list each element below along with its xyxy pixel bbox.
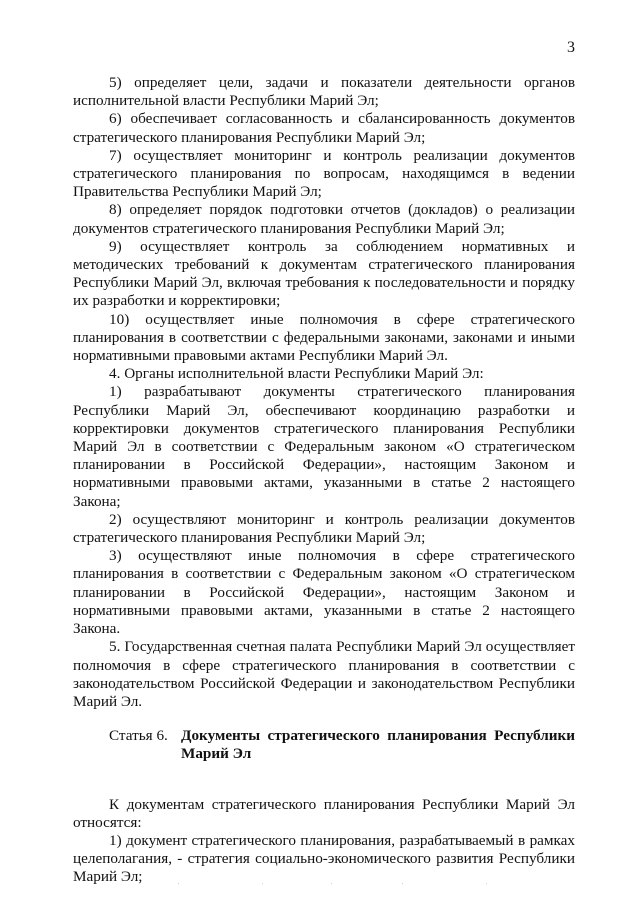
paragraph: 5) определяет цели, задачи и показатели деятельности органов исполнительной власти Республики Марий Эл;: [73, 74, 575, 110]
document-body: [73, 74, 575, 887]
paragraph: 9) осуществляет контроль за соблюдением нормативных и методических требований к документам стратегического планирования Республики Марий Эл, включая требования к последовательности и порядку их разработки и корректировки;: [73, 237, 575, 310]
paragraph: 2) осуществляют мониторинг и контроль реализации документов стратегического планирования Республики Марий Эл;: [73, 510, 575, 547]
page-number: 3: [567, 39, 575, 56]
section-spacer: [73, 764, 575, 796]
paragraph: 5. Государственная счетная палата Республики Марий Эл осуществляет полномочия в сфере стратегического планирования в соответствии с законодательством Российской Федерации и законодательством Республики Марий Эл.: [73, 638, 575, 710]
paragraph: К документам стратегического планирования Республики Марий Эл относятся:: [73, 795, 575, 831]
paragraph: 1) разрабатывают документы стратегического планирования Республики Марий Эл, обеспечивают координацию разработки и корректировки документов стратегического планирования Республики Марий Эл в соответствии с Федеральным законом «О стратегическом планировании в Российской Федерации», настоящим Законом и нормативными правовыми актами, указанными в статье 2 настоящего Закона;: [73, 383, 575, 510]
article-title: Документы стратегического планирования Республики Марий Эл: [181, 727, 575, 763]
paragraph: 7) осуществляет мониторинг и контроль реализации документов стратегического планирования по вопросам, находящимся в ведении Правительства Республики Марий Эл;: [73, 146, 575, 201]
paragraph: 6) обеспечивает согласованность и сбалансированность документов стратегического планирования Республики Марий Эл;: [73, 110, 575, 146]
article-number: Статья 6.: [109, 727, 168, 745]
paragraph: 3) осуществляют иные полномочия в сфере стратегического планирования в соответствии с Федеральным законом «О стратегическом планировании в Российской Федерации», настоящим Законом и нормативными правовыми актами, указанными в статье 2 настоящего Закона.: [73, 547, 575, 638]
paragraph: 8) определяет порядок подготовки отчетов (докладов) о реализации документов стратегического планирования Республики Марий Эл;: [73, 201, 575, 237]
scan-noise: [0, 883, 640, 887]
paragraph: 4. Органы исполнительной власти Республики Марий Эл:: [109, 365, 484, 383]
paragraph: 1) документ стратегического планирования, разрабатываемый в рамках целеполагания, - стратегия социально-экономического развития Республики Марий Эл;: [73, 831, 575, 886]
article-heading: [73, 727, 575, 763]
paragraph: 10) осуществляет иные полномочия в сфере стратегического планирования в соответствии с федеральными законами, законами и иными нормативными правовыми актами Республики Марий Эл.: [73, 310, 575, 365]
